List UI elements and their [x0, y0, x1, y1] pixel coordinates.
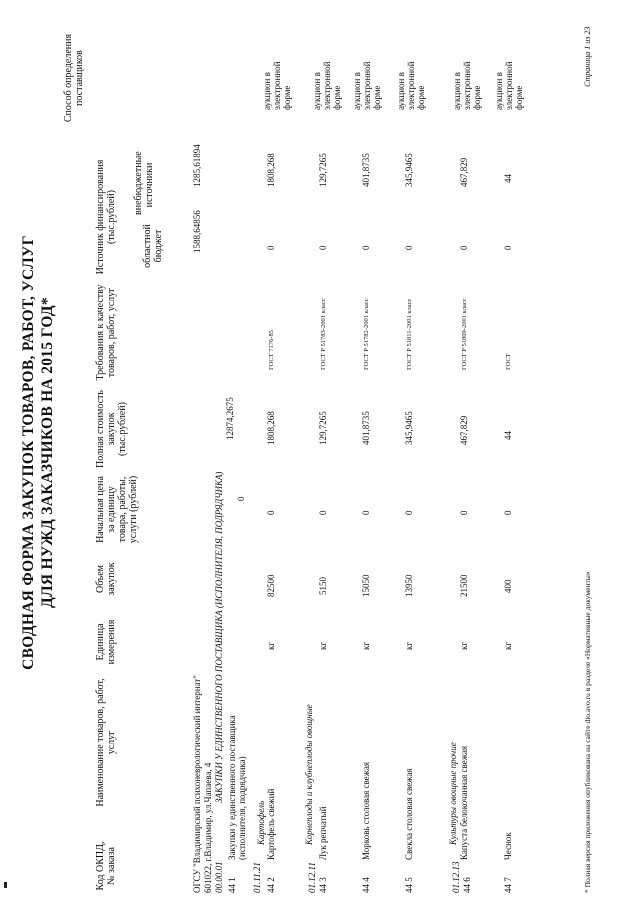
row-name: Лук репчатый: [318, 806, 328, 860]
row-name: Морковь столовая свежая: [361, 761, 371, 860]
row-total: 129,7265: [318, 411, 328, 445]
row-unit: кг: [361, 641, 371, 650]
row-volume: 82500: [266, 574, 276, 597]
row-requirements: ГОСТ 7176-85: [268, 330, 275, 370]
section-row-code: 44 1: [227, 877, 237, 893]
row-price: 0: [266, 510, 276, 515]
section-row-name: Закупки у единственного поставщика (исполнителя, подрядчика): [227, 715, 247, 860]
row-code: 44 6: [462, 877, 472, 893]
org-regional-total: 1588,64856: [192, 210, 202, 253]
header-funding: Источник финансирования (тыс.рублей): [95, 159, 117, 275]
section-total: 12874,2675: [225, 397, 235, 440]
row-code: 44 2: [266, 877, 276, 893]
group-name: Картофель: [256, 800, 266, 845]
row-name: Картофель свежий: [266, 788, 276, 860]
header-total: Полная стоимость закупок (тыс.рублей): [95, 390, 128, 468]
header-method: Способ определения поставщиков: [63, 33, 85, 123]
row-price: 0: [404, 510, 414, 515]
section-row-price: 0: [236, 496, 246, 501]
row-regional: 0: [318, 245, 328, 250]
row-extra: 467,829: [459, 157, 469, 187]
row-regional: 0: [404, 245, 414, 250]
group-name: Корнеплоды и клубнеплоды овощные: [304, 704, 314, 845]
header-volume: Объем закупок: [95, 562, 117, 596]
section-title: ЗАКУПКИ У ЕДИНСТВЕННОГО ПОСТАВЩИКА (ИСПОЛНИТЕЛЯ, ПОДРЯДЧИКА): [214, 471, 224, 803]
header-code: Код ОКПД, № заказа: [95, 841, 117, 891]
header-unit: Единица измерения: [95, 619, 117, 665]
row-requirements: ГОСТ Р 51782-2001 класс: [363, 298, 370, 370]
row-volume: 13950: [404, 574, 414, 597]
page-number: Страница 1 из 23: [583, 26, 592, 87]
row-requirements: ГОСТ Р 51811-2001 класс: [406, 298, 413, 370]
row-method: аукцион в электронной форме: [494, 61, 524, 110]
row-name: Капуста белокочанная свежая: [459, 745, 469, 860]
row-unit: кг: [404, 641, 414, 650]
footnote: * Полная версия приложения опубликована на сайте dio.avo.ru в разделе «Нормативные документы»: [583, 571, 592, 893]
header-funding-regional: областной бюджет: [142, 224, 164, 268]
row-method: аукцион в электронной форме: [352, 61, 382, 110]
row-unit: кг: [459, 641, 469, 650]
row-unit: кг: [318, 641, 328, 650]
row-regional: 0: [459, 245, 469, 250]
header-name: Наименование товаров, работ, услуг: [95, 678, 117, 807]
row-extra: 129,7265: [318, 153, 328, 187]
title-line-1: СВОДНАЯ ФОРМА ЗАКУПОК ТОВАРОВ, РАБОТ, УСЛУГ: [20, 235, 37, 670]
row-price: 0: [361, 510, 371, 515]
row-total: 467,829: [459, 415, 469, 445]
row-name: Чеснок: [503, 832, 513, 860]
row-code: 44 4: [361, 877, 371, 893]
row-regional: 0: [503, 245, 513, 250]
row-extra: 1808,268: [266, 153, 276, 187]
row-method: аукцион в электронной форме: [396, 61, 426, 110]
row-requirements: ГОСТ Р 51783-2001 класс: [320, 298, 327, 370]
row-volume: 5150: [318, 577, 328, 595]
title-line-2: ДЛЯ НУЖД ЗАКАЗЧИКОВ НА 2015 ГОД*: [39, 297, 56, 608]
org-name: ОГСУ "Владимирский психоневрологический интернат": [192, 675, 202, 893]
org-extra-total: 1285,61894: [192, 144, 202, 187]
row-total: 345,9465: [404, 411, 414, 445]
row-regional: 0: [266, 245, 276, 250]
row-price: 0: [503, 510, 513, 515]
row-volume: 400: [503, 579, 513, 593]
section-code: 00.00.01: [214, 861, 224, 893]
group-code: 01.11.21: [252, 862, 262, 893]
row-total: 401,8735: [361, 411, 371, 445]
group-code: 01.12.13: [451, 861, 461, 893]
group-name: Культуры овощные прочие: [448, 742, 458, 845]
row-price: 0: [459, 510, 469, 515]
row-method: аукцион в электронной форме: [262, 61, 292, 110]
row-regional: 0: [361, 245, 371, 250]
row-extra: 345,9465: [404, 153, 414, 187]
row-method: аукцион в электронной форме: [452, 61, 482, 110]
header-requirements: Требования к качеству товаров, работ, услуг: [95, 284, 117, 381]
row-code: 44 5: [404, 877, 414, 893]
row-code: 44 3: [318, 877, 328, 893]
row-volume: 15050: [361, 574, 371, 597]
row-unit: кг: [503, 641, 513, 650]
group-code: 01.12.11: [307, 862, 317, 893]
row-requirements: ГОСТ: [505, 353, 512, 370]
row-extra: 44: [503, 174, 513, 183]
row-code: 44 7: [503, 877, 513, 893]
row-extra: 401,8735: [361, 153, 371, 187]
row-total: 44: [503, 431, 513, 440]
row-price: 0: [318, 510, 328, 515]
row-volume: 21500: [459, 574, 469, 597]
org-address: 601022, г.Владимир, ул.Чапаева, 4: [203, 762, 213, 893]
header-funding-extra: внебюджетные источники: [133, 151, 155, 215]
row-requirements: ГОСТ Р 51809-2001 класс: [461, 298, 468, 370]
row-name: Свекла столовая свежая: [404, 768, 414, 860]
header-price: Начальная цена за единицу товара, работы, услуги (рублей): [95, 475, 139, 544]
row-method: аукцион в электронной форме: [312, 61, 342, 110]
row-total: 1808,268: [266, 411, 276, 445]
row-unit: кг: [266, 641, 276, 650]
